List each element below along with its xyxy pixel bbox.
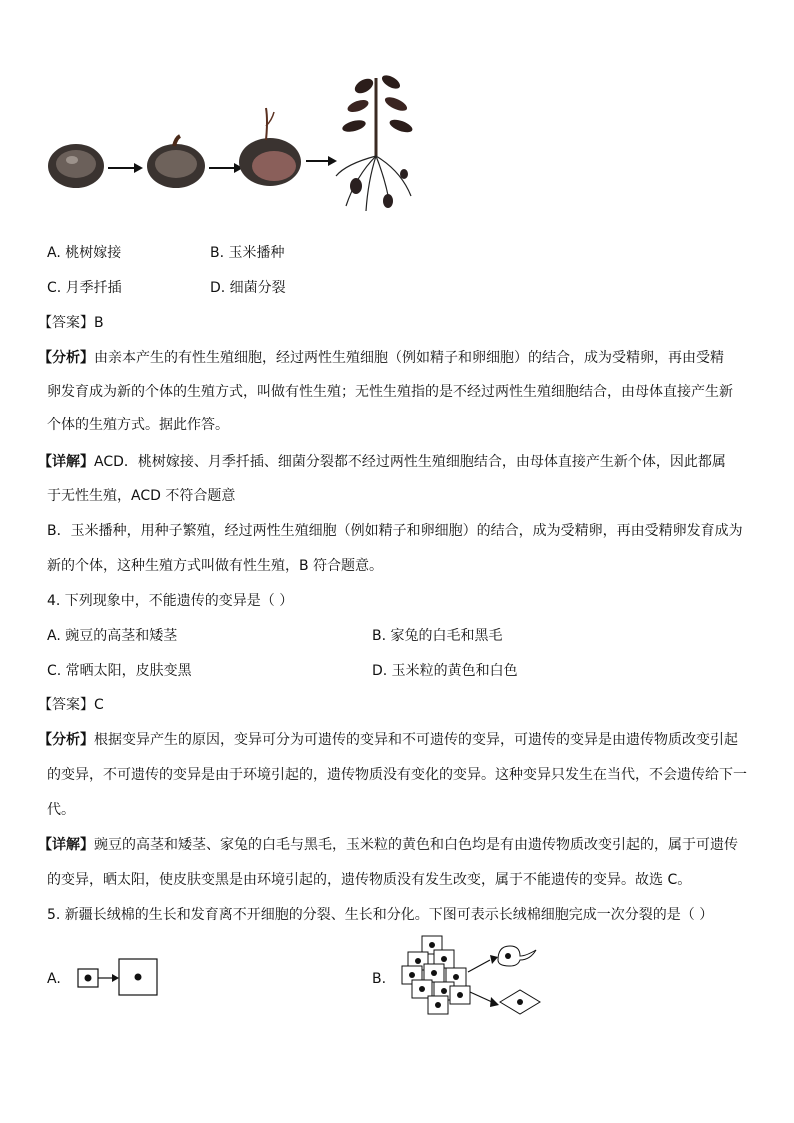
q4-option-a: A. 豌豆的高茎和矮茎 [47, 628, 178, 644]
q3-detail-line-3: B．玉米播种，用种子繁殖，经过两性生殖细胞（例如精子和卵细胞）的结合，成为受精卵，再由受精卵发育成为 [47, 523, 743, 539]
q4-analysis-line-2: 的变异，不可遗传的变异是由于环境引起的，遗传物质没有变化的变异。这种变异只发生在当代，不会遗传给下一 [47, 767, 747, 783]
potato-stage-1 [48, 144, 104, 188]
q3-detail-line-1: 【详解】ACD．桃树嫁接、月季扦插、细菌分裂都不经过两性生殖细胞结合，由母体直接产生新个体，因此都属 [38, 454, 726, 470]
q5-option-b-figure [398, 934, 558, 1019]
q4-detail-line-1: 【详解】豌豆的高茎和矮茎、家兔的白毛与黑毛，玉米粒的黄色和白色均是有由遗传物质改变引起的，属于可遗传 [38, 837, 738, 853]
q4-analysis-line-3: 代。 [47, 802, 75, 818]
q4-option-d: D. 玉米粒的黄色和白色 [372, 663, 518, 679]
q4-stem: 4. 下列现象中，不能遗传的变异是（ ） [47, 593, 294, 609]
q5-stem: 5. 新疆长绒棉的生长和发育离不开细胞的分裂、生长和分化。下图可表示长绒棉细胞完成一次分裂的是（ ） [47, 907, 714, 923]
q4-detail-label: 【详解】 [38, 837, 94, 853]
q4-answer: 【答案】C [38, 697, 104, 713]
potato-growth-figure [46, 66, 426, 221]
q3-analysis-line-2: 卵发育成为新的个体的生殖方式，叫做有性生殖；无性生殖指的是不经过两性生殖细胞结合，由母体直接产生新 [47, 384, 733, 400]
q4-analysis-line-1: 【分析】根据变异产生的原因，变异可分为可遗传的变异和不可遗传的变异，可遗传的变异是由遗传物质改变引起 [38, 732, 738, 748]
q3-analysis-line-1: 【分析】由亲本产生的有性生殖细胞，经过两性生殖细胞（例如精子和卵细胞）的结合，成为受精卵，再由受精 [38, 350, 724, 366]
q4-analysis-label: 【分析】 [38, 732, 94, 748]
q5-option-b-label: B. [372, 971, 387, 987]
arrow-1 [108, 163, 143, 173]
q3-option-d: D. 细菌分裂 [210, 280, 286, 296]
potato-plant [336, 73, 414, 211]
potato-stage-2 [147, 136, 205, 188]
q3-option-c: C. 月季扦插 [47, 280, 122, 296]
q5-option-a-figure [76, 955, 166, 1000]
arrow-3 [306, 156, 337, 166]
arrow-2 [209, 163, 243, 173]
q3-analysis-label: 【分析】 [38, 350, 94, 366]
q3-detail-line-2: 于无性生殖，ACD 不符合题意 [47, 488, 236, 504]
q3-detail-label: 【详解】 [38, 454, 94, 470]
q4-option-b: B. 家兔的白毛和黑毛 [372, 628, 503, 644]
q3-detail-line-4: 新的个体，这种生殖方式叫做有性生殖，B 符合题意。 [47, 558, 384, 574]
q4-option-c: C. 常晒太阳，皮肤变黑 [47, 663, 192, 679]
q3-answer: 【答案】B [38, 315, 104, 331]
potato-stage-3 [239, 108, 301, 186]
q3-analysis-line-3: 个体的生殖方式。据此作答。 [47, 417, 229, 433]
q5-option-a-label: A. [47, 971, 61, 987]
q4-detail-line-2: 的变异，晒太阳，使皮肤变黑是由环境引起的，遗传物质没有发生改变，属于不能遗传的变异。故选 C。 [47, 872, 692, 888]
q3-option-b: B. 玉米播种 [210, 245, 285, 261]
q3-option-a: A. 桃树嫁接 [47, 245, 122, 261]
